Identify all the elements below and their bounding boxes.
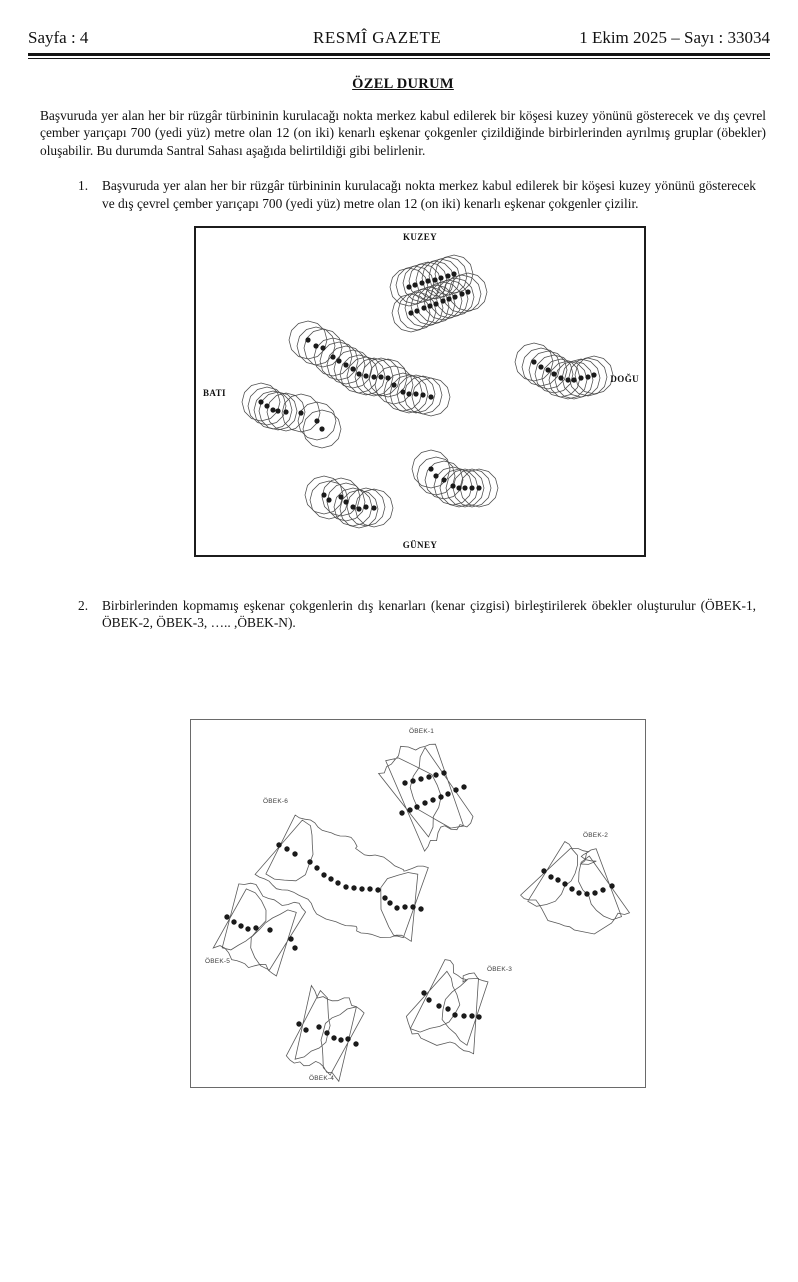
gazette-title: RESMÎ GAZETE bbox=[313, 28, 442, 47]
figure-clusters bbox=[190, 719, 646, 1088]
intro-paragraph: Başvuruda yer alan her bir rüzgâr türbininin kurulacağı nokta merkez kabul edilerek bir köşesi kuzey yönünü gösterecek ve dış çevrel çember yarıçapı 700 (yedi yüz) metre olan 12 (on iki) kenarlı eşkenar çokgenler çizildiğinde birbirlerinden ayrılmış gruplar (öbekler) oluşabilir. Bu durumda Santral Sahası aşağıda belirtildiği gibi belirlenir. bbox=[40, 108, 766, 158]
label-west: BATI bbox=[203, 388, 226, 398]
page-header bbox=[28, 28, 770, 48]
polygons-drawing bbox=[196, 228, 644, 555]
label-south: GÜNEY bbox=[402, 540, 438, 550]
list-item-1 bbox=[40, 177, 766, 212]
cluster-label-3: ÖBEK-2 bbox=[583, 832, 609, 839]
document-body bbox=[40, 70, 766, 212]
cluster-label-6: ÖBEK-4 bbox=[309, 1075, 335, 1082]
clusters-drawing bbox=[191, 720, 645, 1087]
header-divider bbox=[28, 53, 770, 59]
cluster-label-2: ÖBEK-6 bbox=[263, 798, 289, 805]
list-item-1-text: Başvuruda yer alan her bir rüzgâr türbininin kurulacağı nokta merkez kabul edilerek bir köşesi kuzey yönünü gösterecek ve dış çevrel çember yarıçapı 700 (yedi yüz) metre olan 12 (on iki) kenarlı eşkenar çokgenler çizilir. bbox=[102, 178, 756, 211]
issue-date: 1 Ekim 2025 – Sayı : 33034 bbox=[579, 28, 770, 47]
cluster-label-4: ÖBEK-5 bbox=[205, 958, 231, 965]
page-number: Sayfa : 4 bbox=[28, 28, 89, 47]
label-north: KUZEY bbox=[402, 232, 438, 242]
list-item-2-text: Birbirlerinden kopmamış eşkenar çokgenlerin dış kenarları (kenar çizgisi) birleştirilerek öbekler oluşturulur (ÖBEK-1, ÖBEK-2, ÖBEK-3, ….. ,ÖBEK-N). bbox=[102, 598, 756, 631]
list-item-2 bbox=[40, 597, 766, 632]
section-title: ÖZEL DURUM bbox=[352, 76, 454, 92]
list-item-2-number: 2. bbox=[78, 598, 89, 613]
cluster-label-1: ÖBEK-1 bbox=[409, 728, 435, 735]
list-item-1-number: 1. bbox=[78, 178, 89, 194]
label-east: DOĞU bbox=[610, 374, 639, 384]
cluster-label-5: ÖBEK-3 bbox=[487, 966, 513, 973]
figure-polygons bbox=[194, 226, 646, 557]
